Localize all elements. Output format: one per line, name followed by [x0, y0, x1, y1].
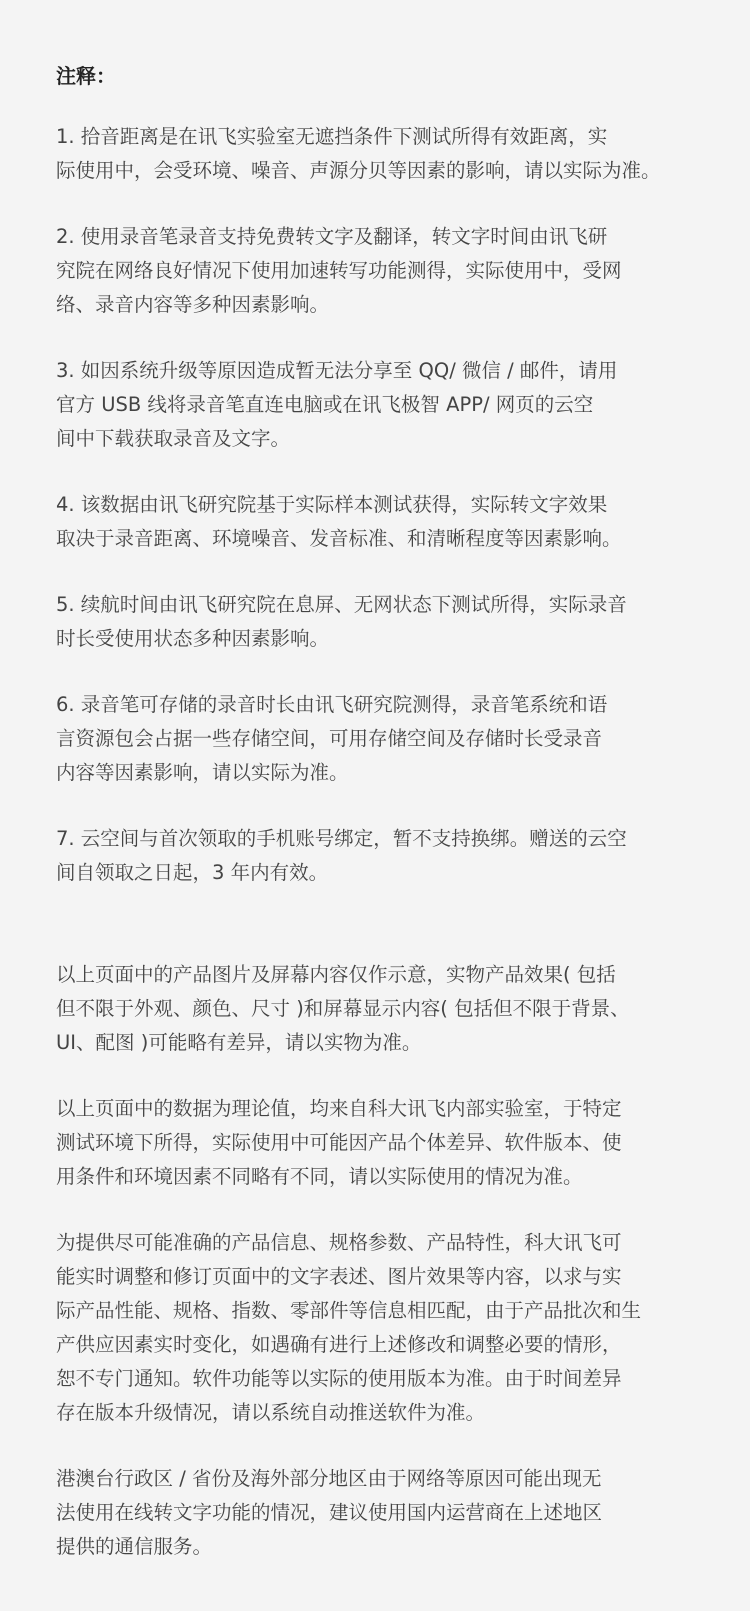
note-line: 7. 云空间与首次领取的手机账号绑定，暂不支持换绑。赠送的云空	[56, 827, 627, 850]
disclaimer-line: 法使用在线转文字功能的情况，建议使用国内运营商在上述地区	[56, 1501, 603, 1524]
disclaimer-theoretical-data	[56, 1092, 710, 1194]
disclaimer-product-images	[56, 958, 710, 1060]
disclaimer-regional-service	[56, 1462, 710, 1564]
disclaimer-line: 为提供尽可能准确的产品信息、规格参数、产品特性，科大讯飞可	[56, 1231, 622, 1254]
note-line: 际使用中，会受环境、噪音、声源分贝等因素的影响，请以实际为准。	[56, 159, 661, 182]
note-line: 5. 续航时间由讯飞研究院在息屏、无网状态下测试所得，实际录音	[56, 593, 627, 616]
note-item-7	[56, 822, 710, 890]
note-item-3	[56, 354, 710, 456]
note-line: 内容等因素影响，请以实际为准。	[56, 761, 349, 784]
disclaimer-line: 但不限于外观、颜色、尺寸 )和屏幕显示内容( 包括但不限于背景、	[56, 997, 630, 1020]
disclaimer-line: 以上页面中的数据为理论值，均来自科大讯飞内部实验室，于特定	[56, 1097, 622, 1120]
disclaimer-line: 用条件和环境因素不同略有不同，请以实际使用的情况为准。	[56, 1165, 583, 1188]
note-line: 究院在网络良好情况下使用加速转写功能测得，实际使用中，受网	[56, 259, 622, 282]
note-line: 时长受使用状态多种因素影响。	[56, 627, 330, 650]
note-line: 1. 拾音距离是在讯飞实验室无遮挡条件下测试所得有效距离，实	[56, 125, 608, 148]
disclaimer-line: UI、配图 )可能略有差异，请以实物为准。	[56, 1031, 422, 1054]
note-line: 官方 USB 线将录音笔直连电脑或在讯飞极智 APP/ 网页的云空	[56, 393, 594, 416]
notes-heading: 注释：	[56, 64, 116, 88]
disclaimers-list	[56, 958, 710, 1564]
note-line: 6. 录音笔可存储的录音时长由讯飞研究院测得，录音笔系统和语	[56, 693, 608, 716]
note-line: 言资源包会占据一些存储空间，可用存储空间及存储时长受录音	[56, 727, 603, 750]
note-item-1	[56, 120, 710, 188]
note-line: 间中下载获取录音及文字。	[56, 427, 291, 450]
note-line: 4. 该数据由讯飞研究院基于实际样本测试获得，实际转文字效果	[56, 493, 608, 516]
disclaimer-content-updates	[56, 1226, 710, 1430]
note-line: 络、录音内容等多种因素影响。	[56, 293, 330, 316]
disclaimer-line: 产供应因素实时变化，如遇确有进行上述修改和调整必要的情形，	[56, 1333, 622, 1356]
disclaimer-line: 际产品性能、规格、指数、零部件等信息相匹配，由于产品批次和生	[56, 1299, 642, 1322]
disclaimer-line: 以上页面中的产品图片及屏幕内容仅作示意，实物产品效果( 包括	[56, 963, 616, 986]
note-line: 取决于录音距离、环境噪音、发音标准、和清晰程度等因素影响。	[56, 527, 622, 550]
note-item-4	[56, 488, 710, 556]
note-line: 2. 使用录音笔录音支持免费转文字及翻译，转文字时间由讯飞研	[56, 225, 608, 248]
disclaimer-line: 存在版本升级情况，请以系统自动推送软件为准。	[56, 1401, 486, 1424]
disclaimer-line: 测试环境下所得，实际使用中可能因产品个体差异、软件版本、使	[56, 1131, 622, 1154]
disclaimer-line: 提供的通信服务。	[56, 1535, 213, 1558]
note-item-5	[56, 588, 710, 656]
disclaimer-line: 港澳台行政区 / 省份及海外部分地区由于网络等原因可能出现无	[56, 1467, 602, 1490]
disclaimer-line: 能实时调整和修订页面中的文字表述、图片效果等内容，以求与实	[56, 1265, 622, 1288]
note-item-2	[56, 220, 710, 322]
disclaimer-line: 恕不专门通知。软件功能等以实际的使用版本为准。由于时间差异	[56, 1367, 622, 1390]
note-line: 3. 如因系统升级等原因造成暂无法分享至 QQ/ 微信 / 邮件，请用	[56, 359, 618, 382]
note-line: 间自领取之日起，3 年内有效。	[56, 861, 329, 884]
notes-list	[56, 120, 710, 890]
note-item-6	[56, 688, 710, 790]
